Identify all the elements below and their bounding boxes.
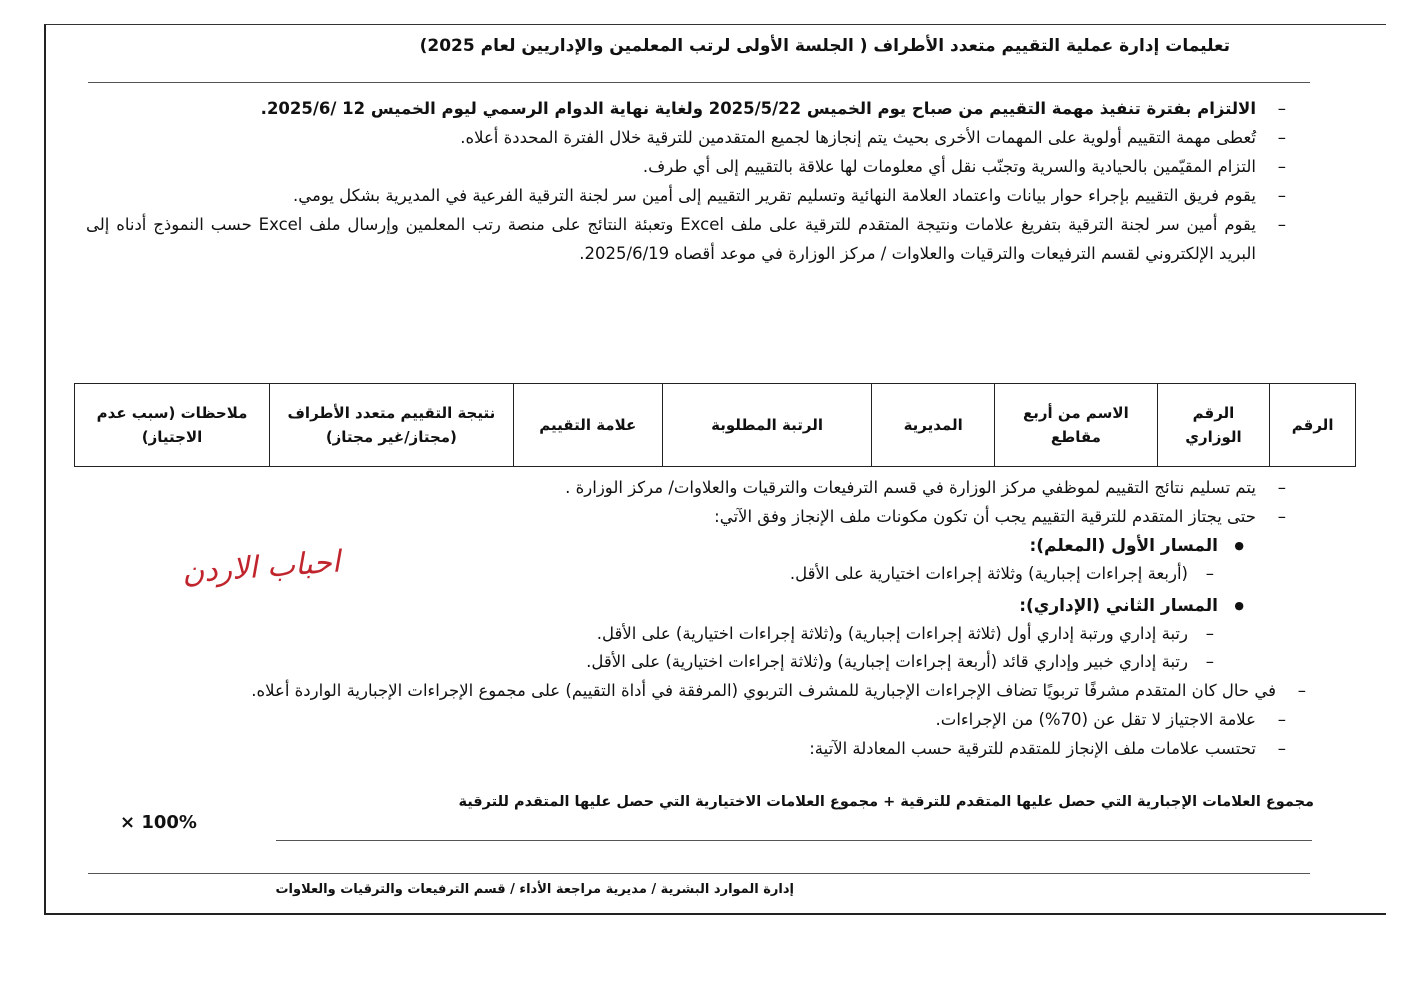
post-table-list bbox=[86, 473, 1286, 531]
instruction-item: – تحتسب علامات ملف الإنجاز للمتقدم للترقية حسب المعادلة الآتية: bbox=[86, 734, 1286, 763]
instruction-item: – التزام المقيّمين بالحيادية والسرية وتجنّب نقل أي معلومات لها علاقة بالتقييم إلى أي طرف. bbox=[86, 152, 1286, 181]
final-notes-list bbox=[86, 676, 1306, 763]
instruction-item: – حتى يجتاز المتقدم للترقية التقييم يجب أن تكون مكونات ملف الإنجاز وفق الآتي: bbox=[86, 502, 1286, 531]
table-header-cell: المديرية bbox=[872, 384, 995, 467]
table-header-cell: الاسم من أربع مقاطع bbox=[995, 384, 1158, 467]
table-header-cell: علامة التقييم bbox=[513, 384, 662, 467]
table-header-cell: الرتبة المطلوبة bbox=[662, 384, 871, 467]
track-heading: ● المسار الأول (المعلم): bbox=[144, 532, 1244, 560]
footer-text: إدارة الموارد البشرية / مديرية مراجعة الأداء / قسم الترفيعات والترقيات والعلاوات bbox=[275, 882, 794, 897]
formula-numerator: مجموع العلامات الإجبارية التي حصل عليها المتقدم للترقية + مجموع العلامات الاختيارية التي حصل عليها المتقدم للترقية bbox=[458, 794, 1314, 810]
title-divider bbox=[88, 82, 1310, 83]
track-heading: ● المسار الثاني (الإداري): bbox=[144, 592, 1244, 620]
evaluation-results-table bbox=[74, 383, 1356, 467]
instructions-list bbox=[86, 94, 1286, 268]
table-header-cell: نتيجة التقييم متعدد الأطراف (مجتاز/غير مجتاز) bbox=[270, 384, 514, 467]
table-header-cell: ملاحظات (سبب عدم الاجتياز) bbox=[75, 384, 270, 467]
instruction-item: – يتم تسليم نتائج التقييم لموظفي مركز الوزارة في قسم الترفيعات والترقيات والعلاوات/ مركز الوزارة . bbox=[86, 473, 1286, 502]
instruction-item: – يقوم أمين سر لجنة الترقية بتفريغ علامات ونتيجة المتقدم للترقية على ملف Excel وتعبئة النتائج على منصة رتب المعلمين وإرسال ملف Excel حسب النموذج أدناه إلى البريد الإلكتروني لقسم الترفيعات والترقيات والعلاوات / مركز الوزارة في موعد أقصاه 2025/6/19. bbox=[86, 210, 1286, 268]
table-header-cell: الرقم الوزاري bbox=[1157, 384, 1270, 467]
document-title: تعليمات إدارة عملية التقييم متعدد الأطراف ( الجلسة الأولى لرتب المعلمين والإداريين لعام 2025) bbox=[419, 36, 1230, 56]
track-item: – رتبة إداري ورتبة إداري أول (ثلاثة إجراءات إجبارية) و(ثلاثة إجراءات اختيارية) على الأقل. bbox=[144, 620, 1214, 648]
table-header-row bbox=[75, 384, 1356, 467]
instruction-item: – الالتزام بفترة تنفيذ مهمة التقييم من صباح يوم الخميس 2025/5/22 ولغاية نهاية الدوام الرسمي ليوم الخميس 12 /2025/6. bbox=[86, 94, 1286, 123]
table-header-cell: الرقم bbox=[1270, 384, 1356, 467]
formula-line bbox=[276, 840, 1312, 841]
instruction-item: – تُعطى مهمة التقييم أولوية على المهمات الأخرى بحيث يتم إنجازها لجميع المتقدمين للترقية خلال الفترة المحددة أعلاه. bbox=[86, 123, 1286, 152]
instruction-item: – في حال كان المتقدم مشرفًا تربويًا تضاف الإجراءات الإجبارية للمشرف التربوي (المرفقة في أداة التقييم) على مجموع الإجراءات الإجبارية الواردة أعلاه. bbox=[86, 676, 1306, 705]
instruction-item: – علامة الاجتياز لا تقل عن (70%) من الإجراءات. bbox=[86, 705, 1286, 734]
handwritten-watermark: احباب الاردن bbox=[180, 544, 342, 591]
formula-multiplier: × 100% bbox=[120, 812, 197, 833]
instruction-item: – يقوم فريق التقييم بإجراء حوار بيانات واعتماد العلامة النهائية وتسليم تقرير التقييم إلى أمين سر لجنة الترقية الفرعية في المديرية بشكل يومي. bbox=[86, 181, 1286, 210]
track-item: – (أربعة إجراءات إجبارية) وثلاثة إجراءات اختيارية على الأقل. bbox=[144, 560, 1214, 588]
track-administrative bbox=[144, 592, 1244, 676]
footer-divider bbox=[88, 873, 1310, 874]
track-item: – رتبة إداري خبير وإداري قائد (أربعة إجراءات إجبارية) و(ثلاثة إجراءات اختيارية) على الأقل. bbox=[144, 648, 1214, 676]
